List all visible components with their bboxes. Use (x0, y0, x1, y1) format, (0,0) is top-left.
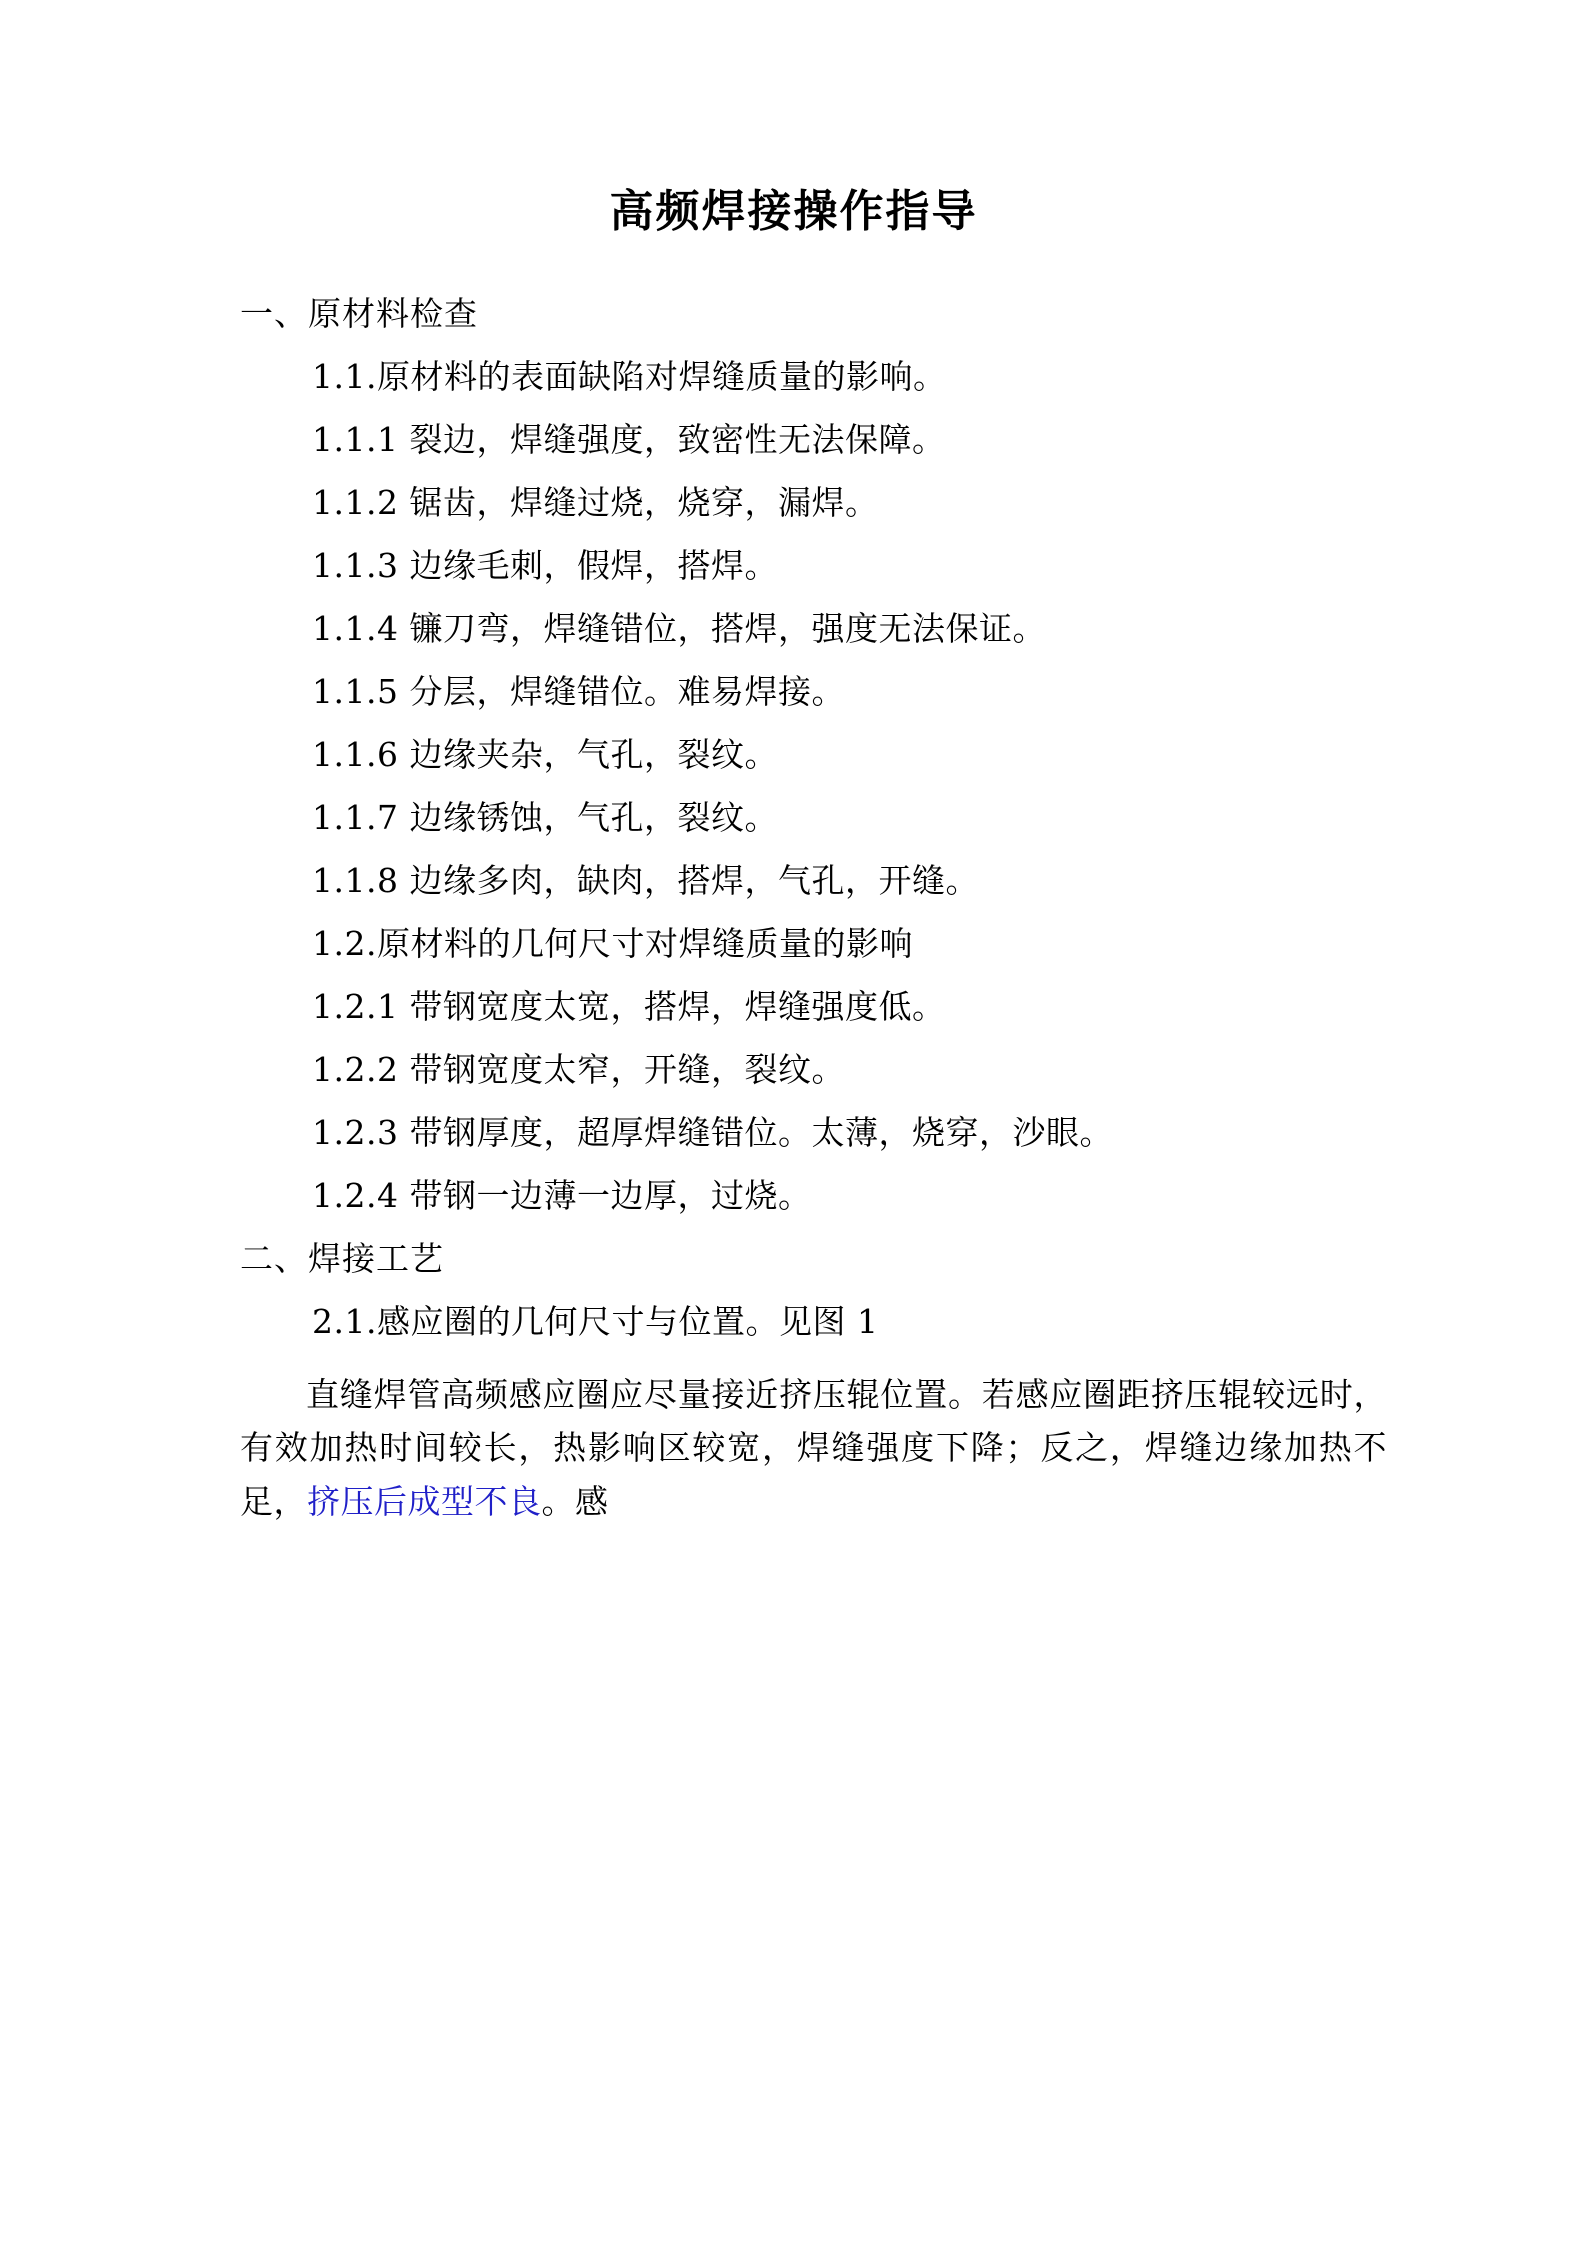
list-item: 1.1.3 边缘毛刺，假焊，搭焊。 (312, 546, 778, 585)
list-item: 1.1.2 锯齿，焊缝过烧，烧穿，漏焊。 (312, 483, 879, 522)
list-item: 2.1.感应圈的几何尺寸与位置。见图 1 (312, 1302, 879, 1341)
body-paragraph (240, 1368, 1387, 1528)
body-paragraph-block (200, 1368, 1387, 1528)
list-item: 1.2.4 带钢一边薄一边厚，过烧。 (312, 1176, 812, 1215)
list-item: 1.1.4 镰刀弯，焊缝错位，搭焊，强度无法保证。 (312, 609, 1046, 648)
section-heading-2: 二、焊接工艺 (240, 1239, 444, 1278)
list-item: 1.2.2 带钢宽度太窄，开缝，裂纹。 (312, 1050, 845, 1089)
list-item: 1.1.5 分层，焊缝错位。难易焊接。 (312, 672, 845, 711)
list-item: 1.1.7 边缘锈蚀，气孔，裂纹。 (312, 798, 778, 837)
list-item: 1.1.8 边缘多肉，缺肉，搭焊，气孔，开缝。 (312, 861, 979, 900)
paragraph-highlight: 挤压后成型不良 (307, 1481, 542, 1521)
list-item: 1.1.6 边缘夹杂，气孔，裂纹。 (312, 735, 778, 774)
page-title: 高频焊接操作指导 (609, 186, 978, 237)
list-item: 1.1.原材料的表面缺陷对焊缝质量的影响。 (312, 357, 947, 396)
list-item: 1.1.1 裂边，焊缝强度，致密性无法保障。 (312, 420, 946, 459)
paragraph-text-before: 直缝焊管高频感应圈应尽量接近挤压辊位置。若感应圈距挤压辊较远时，有效加热时间较长，热影响区较宽，焊缝强度下降；反之，焊缝边缘加热不足， (240, 1375, 1387, 1521)
section-heading-1: 一、原材料检查 (240, 294, 478, 333)
list-item: 1.2.1 带钢宽度太宽，搭焊，焊缝强度低。 (312, 987, 946, 1026)
paragraph-text-after: 。感 (541, 1481, 609, 1521)
list-item: 1.2.原材料的几何尺寸对焊缝质量的影响 (312, 924, 913, 963)
list-item: 1.2.3 带钢厚度，超厚焊缝错位。太薄，烧穿，沙眼。 (312, 1113, 1113, 1152)
